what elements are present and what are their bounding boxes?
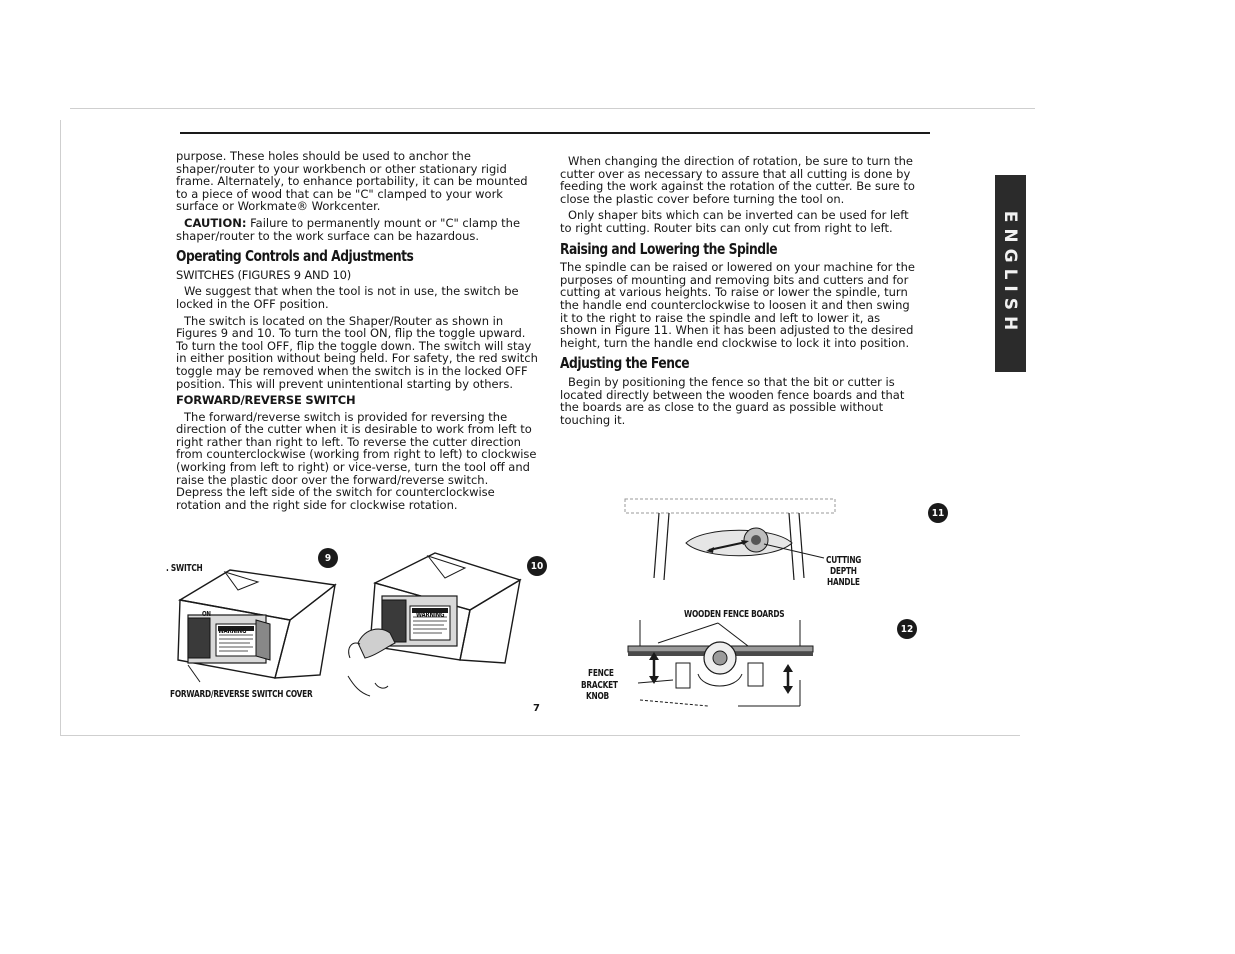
fig9-switch-illustration [170,560,340,685]
right-column [560,155,916,430]
fig9-label-cover: FORWARD/REVERSE SWITCH COVER [170,689,313,700]
switches-paragraph-1: We suggest that when the tool is not in use, the switch be locked in the OFF position. [176,284,519,311]
fig10-label-warning: WARNING [416,611,445,619]
fig10-number-badge: 10 [527,556,547,576]
forward-reverse-paragraph: The forward/reverse switch is provided for reversing the direction of the cutter when it is desirable to work from left to right rather than right to left. To reverse the cutter direction from counterclockwise (working from right to left) to clockwise (working from left to right) or vice-verse, turn the tool off and raise the plastic door over the forward/reverse switch. Depress the left side of the switch for counterclockwise rotation and the right side for clockwise rotation. [176,409,537,512]
fig9-label-on: ON [202,610,211,618]
fence-paragraph: Begin by positioning the fence so that the bit or cutter is located directly between the wooden fence boards and that the boards are as close to the guard as possible without touching it. [560,374,905,427]
fig9-number-badge: 9 [318,548,338,568]
spindle-paragraph: The spindle can be raised or lowered on your machine for the purposes of mounting and removing bits and cutters and for cutting at various heights. To raise or lower the spindle, turn the handle end counterclockwise to loosen it and then swing it to the right to raise the spindle and left to lower it, as shown in Figure 11. When it has been adjusted to the desired height, turn the handle end clockwise to lock it into position. [560,260,915,350]
caution-text: Failure to permanently mount or "C" clamp the shaper/router to the work surface can be hazardous. [176,215,521,243]
fig10-switch-illustration [340,548,525,700]
page-number: 7 [533,703,540,714]
fig11-label-cutting: CUTTING [826,555,862,566]
fig9-label-switch: . SWITCH [166,563,203,574]
fig11-label-depth: DEPTH [830,566,857,577]
scan-edge-bottom [60,735,1020,736]
subheading-switches: SWITCHES (FIGURES 9 AND 10) [176,267,352,282]
heading-fence: Adjusting the Fence [560,354,690,373]
switches-paragraph-2: The switch is located on the Shaper/Router as shown in Figures 9 and 10. To turn the tool ON, flip the toggle upward. To turn the tool OFF, flip the toggle down. The switch will stay in either position without being held. For safety, the red switch toggle may be removed when the switch is in the locked OFF position. This will prevent unintentional starting by others. [176,313,538,391]
caution-paragraph [176,217,538,242]
language-tab [995,175,1026,372]
scan-edge-top [70,108,1035,109]
heading-operating-controls: Operating Controls and Adjustments [176,247,414,266]
fig12-label-bracket: BRACKET [581,680,618,691]
left-column [176,150,538,515]
fig12-label-knob: KNOB [586,691,609,702]
rotation-paragraph: When changing the direction of rotation, be sure to turn the cutter over as necessary to assure that all cutting is done by feeding the work against the rotation of the cutter. Be sure to close the plastic cover before turning the tool on. [560,154,915,206]
fig9-label-warning: WARNING [218,627,247,635]
scan-edge-left [60,120,61,735]
shaper-bits-paragraph: Only shaper bits which can be inverted can be used for left to right cutting. Router bits can only cut from right to left. [560,208,909,235]
header-rule [180,132,930,134]
fig11-spindle-illustration [624,498,839,588]
intro-paragraph: purpose. These holes should be used to anchor the shaper/router to your workbench or other stationary rigid frame. Alternately, to enhance portability, it can be mounted to a piece of wood that can be "C" clamped to your work surface or Workmate® Workcenter. [176,149,528,214]
fig12-number-badge: 12 [897,619,917,639]
fig12-fence-illustration [618,618,818,710]
language-tab-label: ENGLISH [1000,210,1021,337]
heading-spindle: Raising and Lowering the Spindle [560,239,778,258]
fig11-number-badge: 11 [928,503,948,523]
fig12-label-boards: WOODEN FENCE BOARDS [684,609,785,620]
fig11-label-handle: HANDLE [827,577,860,588]
fig12-label-fence: FENCE [588,668,614,679]
subheading-forward-reverse: FORWARD/REVERSE SWITCH [176,393,356,408]
caution-label: CAUTION: [184,215,247,230]
